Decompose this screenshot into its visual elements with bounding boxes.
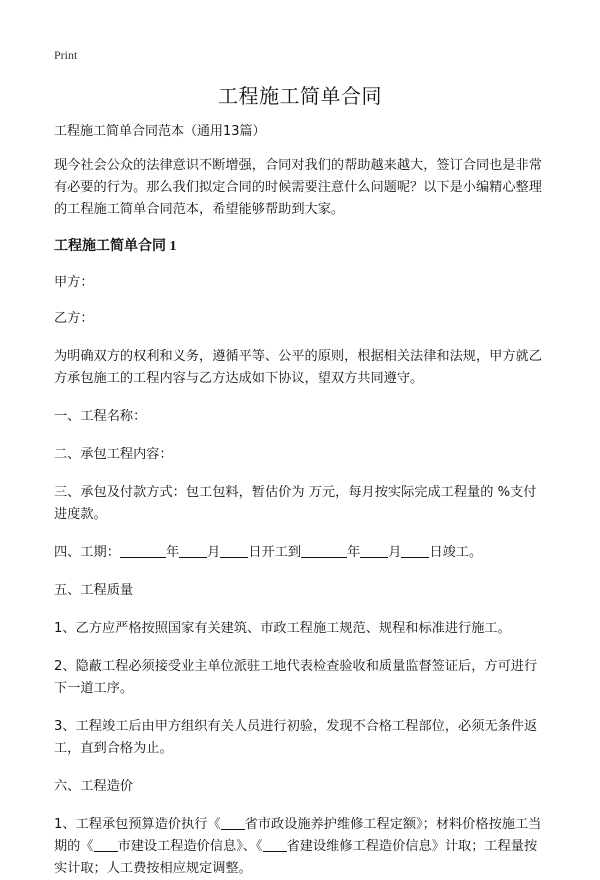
party-b-line: 乙方： xyxy=(54,311,94,326)
end-month-label: 月 xyxy=(388,545,402,560)
preamble-paragraph: 为明确双方的权利和义务，遵循平等、公平的原则，根据相关法律和法规，甲方就乙方承包施工的工程内容与乙方达成如下协议，望双方共同遵守。 xyxy=(54,349,542,386)
start-month-label: 月 xyxy=(207,545,221,560)
end-year-label: 年 xyxy=(347,545,361,560)
province-blank-2 xyxy=(263,837,287,852)
end-day-label: 日竣工。 xyxy=(429,545,483,560)
cost-part-3: 市建设工程造价信息》、《 xyxy=(117,839,263,854)
start-year-label: 年 xyxy=(165,545,180,560)
item-duration xyxy=(54,542,548,564)
cost-part-2: 省市政设施养护维修工程定额》；材料价格按施工当期的《 xyxy=(54,817,542,854)
document-body xyxy=(54,121,548,880)
print-label: Print xyxy=(54,48,78,62)
end-year-blank xyxy=(301,543,347,558)
start-month-blank xyxy=(179,543,207,558)
party-a-line: 甲方： xyxy=(54,275,94,290)
intro-paragraph: 现今社会公众的法律意识不断增强，合同对我们的帮助越来越大，签订合同也是非常有必要的行为。那么我们拟定合同的时候需要注意什么问题呢？以下是小编精心整理的工程施工简单合同范本，希望能够帮助到大家。 xyxy=(54,158,542,217)
cost-clause-1 xyxy=(54,814,548,880)
item-cost-heading: 六、工程造价 xyxy=(54,779,134,794)
item-payment-terms: 三、承包及付款方式：包工包料，暂估价为 万元，每月按实际完成工程量的 %支付进度款。 xyxy=(54,485,537,522)
city-blank xyxy=(94,837,118,852)
item-project-name: 一、工程名称： xyxy=(54,409,147,424)
duration-prefix: 四、工期： xyxy=(54,545,120,560)
quality-clause-3: 3、工程竣工后由甲方组织有关人员进行初验，发现不合格工程部位，必须无条件返工，直到合格为止。 xyxy=(54,719,538,756)
item-contract-scope: 二、承包工程内容： xyxy=(54,447,173,462)
quality-clause-1: 1、乙方应严格按照国家有关建筑、市政工程施工规范、规程和标准进行施工。 xyxy=(54,621,511,636)
cost-part-4: 省建设维修工程造价信息》计取；工程量按实计取；人工费按相应规定调整。 xyxy=(54,839,538,876)
quality-clause-2: 2、隐蔽工程必须接受业主单位派驻工地代表检查验收和质量监督签证后，方可进行下一道工序。 xyxy=(54,659,538,696)
section-heading: 工程施工简单合同 1 xyxy=(54,239,177,254)
end-month-blank xyxy=(360,543,388,558)
end-day-blank xyxy=(401,543,429,558)
start-day-blank xyxy=(220,543,248,558)
document-title: 工程施工简单合同 xyxy=(218,84,382,108)
start-day-label: 日开工到 xyxy=(248,545,302,560)
cost-part-1: 1、工程承包预算造价执行《 xyxy=(54,817,221,832)
item-quality-heading: 五、工程质量 xyxy=(54,583,134,598)
start-year-blank xyxy=(120,543,166,558)
document-subtitle: 工程施工简单合同范本（通用13篇） xyxy=(54,124,266,139)
